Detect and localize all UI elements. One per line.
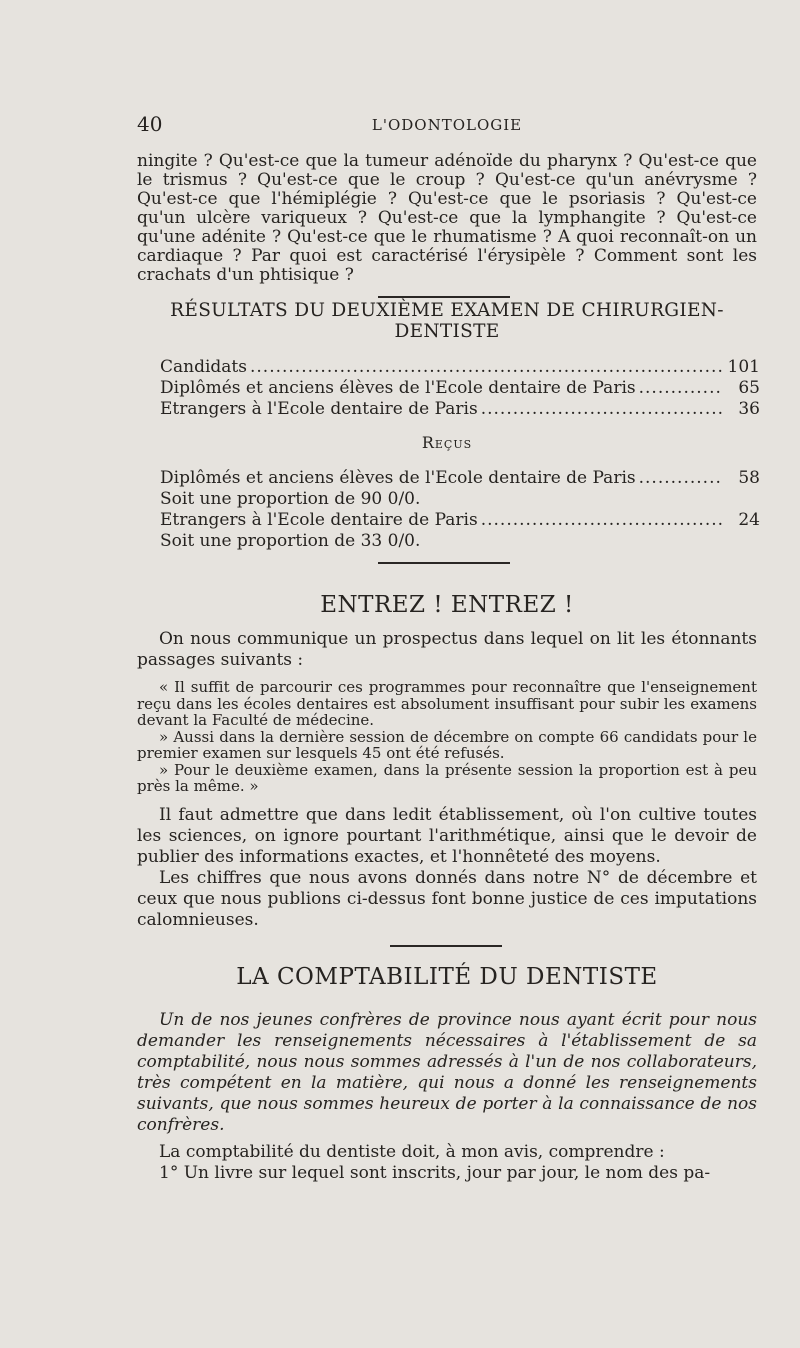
quote-paragraph-2: » Aussi dans la dernière session de décembre on compte 66 candidats pour le premier examen sur lesquels 45 ont été refusés.	[137, 727, 757, 762]
running-title: L'ODONTOLOGIE	[371, 116, 523, 134]
section-divider	[378, 296, 510, 298]
comptabilite-paragraph-2: 1° Un livre sur lequel sont inscrits, jour par jour, le nom des pa-	[159, 1163, 711, 1183]
page-header	[137, 112, 757, 138]
row-value: 65	[738, 378, 760, 398]
results-row-diplomes	[160, 378, 760, 398]
row-value: 36	[738, 399, 760, 419]
row-label: Candidats	[160, 357, 247, 377]
comptabilite-heading: LA COMPTABILITÉ DU DENTISTE	[236, 964, 658, 990]
results-row-candidats	[160, 357, 760, 377]
results-heading	[137, 300, 757, 342]
intro-paragraph-block	[137, 152, 757, 285]
intro-paragraph: ningite ? Qu'est-ce que la tumeur adénoïde du pharynx ? Qu'est-ce que le trismus ? Qu'est-ce que le croup ? Qu'est-ce qu'un anévrysme ? Qu'est-ce que l'hémiplégie ? Qu'est-ce que le psoriasis ? Qu'est-ce qu'un ulcère variqueux ? Qu'est-ce que la lymphangite ? Qu'est-ce qu'une adénite ? Qu'est-ce que le rhumatisme ? A quoi reconnaît-on un cardiaque ? Par quoi est caractérisé l'érysipèle ? Comment sont les crachats d'un phtisique ?	[137, 151, 757, 285]
results-heading-line-1: RÉSULTATS DU DEUXIÈME EXAMEN DE CHIRURGIEN-	[170, 300, 724, 321]
dot-leader	[639, 468, 723, 488]
section-divider	[390, 945, 502, 947]
row-label: Diplômés et anciens élèves de l'Ecole dentaire de Paris	[160, 378, 636, 398]
dot-leader	[250, 357, 723, 377]
entrez-paragraph-1: Il faut admettre que dans ledit établissement, où l'on cultive toutes les sciences, on ignore pourtant l'arithmétique, ainsi que le devoir de publier des informations exactes, et l'honnêteté des moyens.	[137, 804, 757, 867]
proportion-etrangers: Soit une proportion de 33 0/0.	[160, 531, 421, 551]
entrez-body	[137, 629, 757, 931]
dot-leader	[481, 399, 723, 419]
quote-paragraph-3: » Pour le deuxième examen, dans la présente session la proportion est à peu près la même. »	[137, 760, 757, 795]
received-row-diplomes	[160, 468, 760, 488]
row-label: Diplômés et anciens élèves de l'Ecole dentaire de Paris	[160, 468, 636, 488]
comptabilite-paragraph-1: La comptabilité du dentiste doit, à mon avis, comprendre :	[159, 1142, 665, 1162]
dot-leader	[639, 378, 723, 398]
row-label: Etrangers à l'Ecole dentaire de Paris	[160, 399, 478, 419]
page-number: 40	[137, 112, 163, 136]
proportion-diplomes: Soit une proportion de 90 0/0.	[160, 489, 421, 509]
row-label: Etrangers à l'Ecole dentaire de Paris	[160, 510, 478, 530]
comptabilite-intro: Un de nos jeunes confrères de province nous ayant écrit pour nous demander les renseignements nécessaires à l'établissement de sa comptabilité, nous nous sommes adressés à l'un de nos collaborateurs, très compétent en la matière, qui nous a donné les renseignements suivants, que nous sommes heureux de porter à la connaissance de nos confrères.	[137, 1010, 757, 1135]
row-value: 24	[738, 510, 760, 530]
results-heading-line-2: DENTISTE	[394, 321, 500, 342]
entrez-intro: On nous communique un prospectus dans lequel on lit les étonnants passages suivants :	[137, 629, 757, 670]
quote-paragraph-1: « Il suffit de parcourir ces programmes pour reconnaître que l'enseignement reçu dans les écoles dentaires est absolument insuffisant pour subir les examens devant la Faculté de médecine.	[137, 678, 757, 729]
results-row-etrangers	[160, 399, 760, 419]
section-divider	[378, 562, 510, 564]
dot-leader	[481, 510, 723, 530]
entrez-heading: ENTREZ ! ENTREZ !	[320, 592, 574, 618]
row-value: 58	[738, 468, 760, 488]
comptabilite-body	[137, 1010, 757, 1184]
entrez-paragraph-2: Les chiffres que nous avons donnés dans notre N° de décembre et ceux que nous publions ci-dessus font bonne justice de ces imputations calomnieuses.	[137, 867, 757, 930]
received-row-etrangers	[160, 510, 760, 530]
received-heading: Reçus	[421, 433, 473, 452]
row-value: 101	[727, 357, 760, 377]
